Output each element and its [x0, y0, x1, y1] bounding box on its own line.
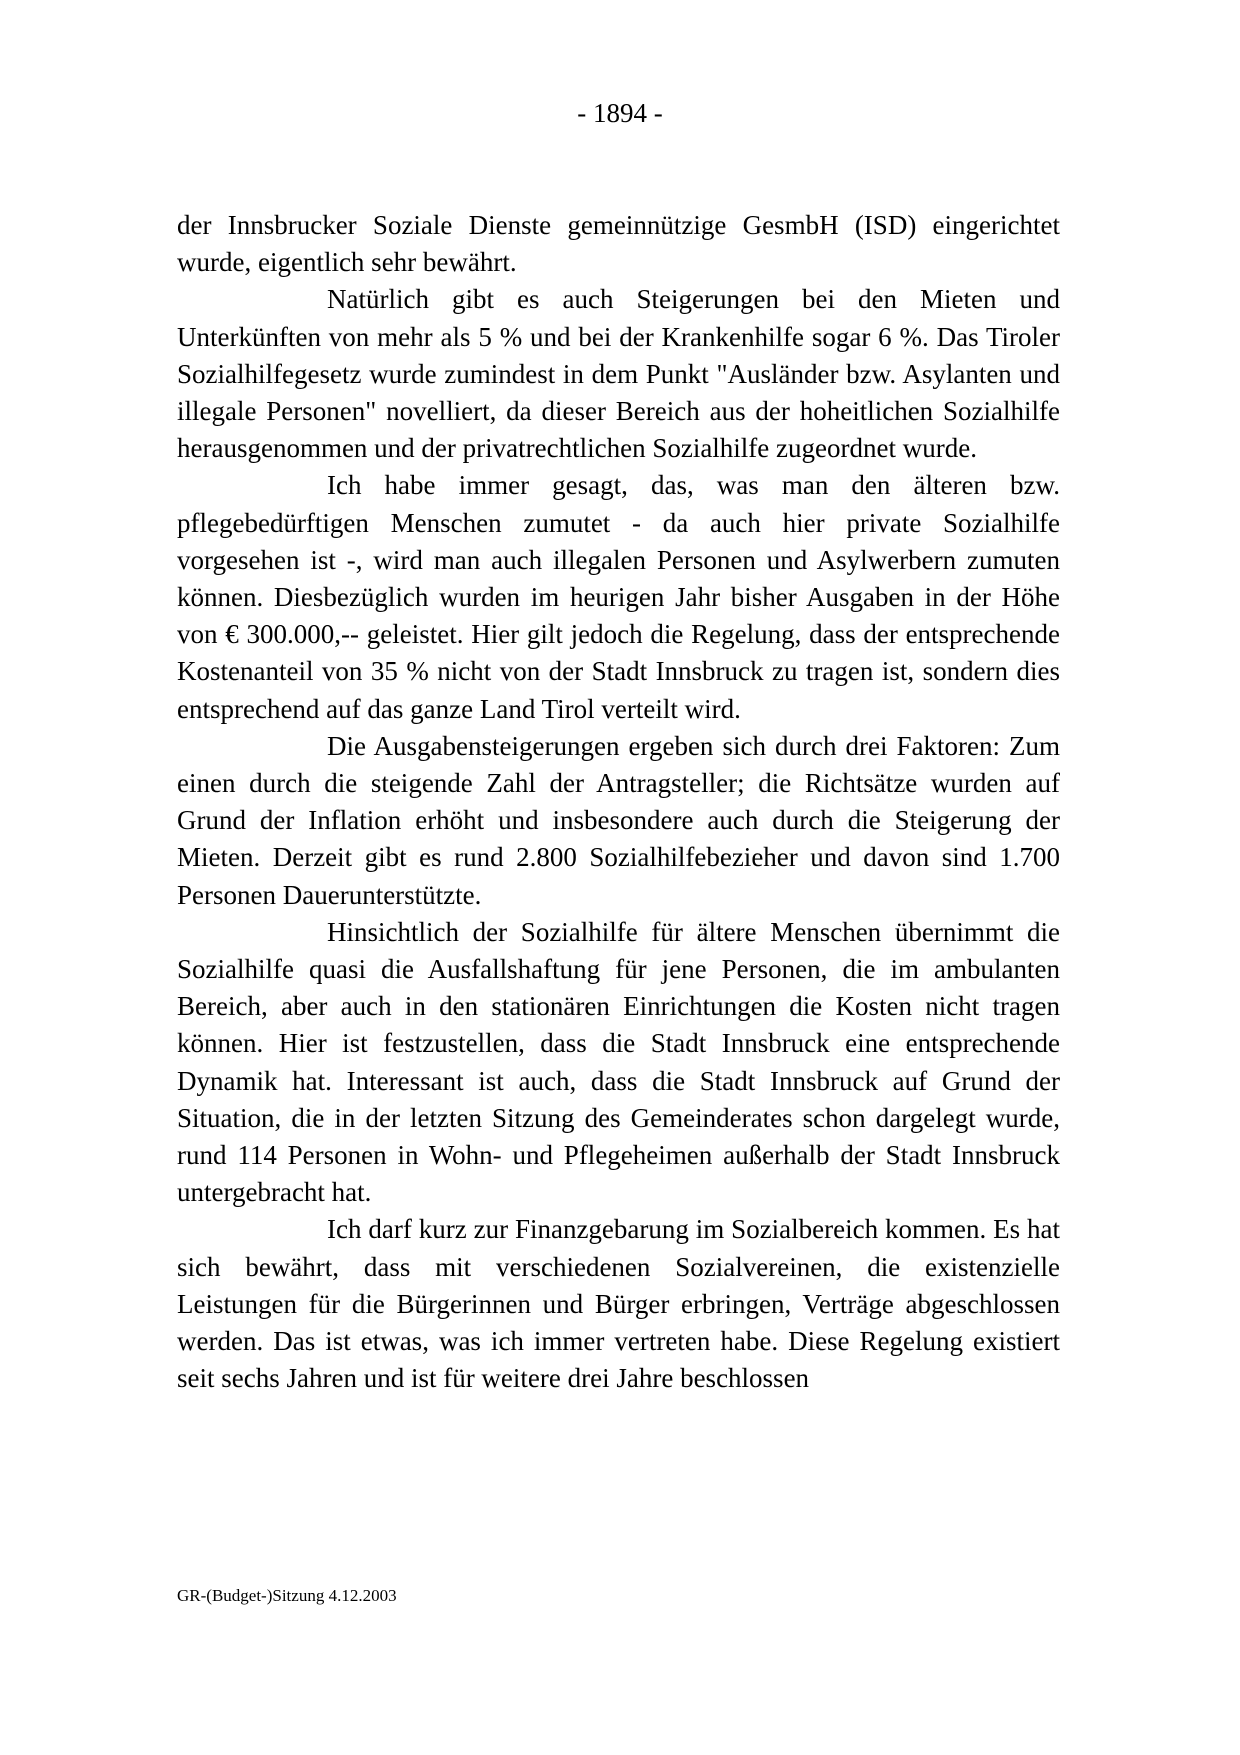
paragraph-private-welfare: Ich habe immer gesagt, das, was man den älteren bzw. pflegebedürftigen Menschen zumutet - da auch hier private Sozialhilfe vorgesehen ist -, wird man auch illegalen Personen und Asylwerbern zumuten können. Diesbezüglich wurden im heurigen Jahr bisher Ausgaben in der Höhe von € 300.000,-- geleistet. Hier gilt jedoch die Regelung, dass der entsprechende Kostenanteil von 35 % nicht von der Stadt Innsbruck zu tragen ist, sondern dies entsprechend auf das ganze Land Tirol verteilt wird.: [177, 470, 1060, 724]
paragraph-expense-factors: Die Ausgabensteigerungen ergeben sich durch drei Faktoren: Zum einen durch die steigende Zahl der Antragsteller; die Richtsätze wurden auf Grund der Inflation erhöht und insbesondere auch durch die Steigerung der Mieten. Derzeit gibt es rund 2.800 Sozialhilfebezieher und davon sind 1.700 Personen Dauerunterstützte.: [177, 730, 1060, 910]
paragraph-continuation: der Innsbrucker Soziale Dienste gemeinnützige GesmbH (ISD) eingerichtet wurde, eigentlich sehr bewährt.: [177, 210, 1060, 278]
paragraph-rent-increases: Natürlich gibt es auch Steigerungen bei den Mieten und Unterkünften von mehr als 5 % und bei der Krankenhilfe sogar 6 %. Das Tiroler Sozialhilfegesetz wurde zumindest in dem Punkt "Ausländer bzw. Asylanten und illegale Personen" novelliert, da dieser Bereich aus der hoheitlichen Sozialhilfe herausgenommen und der privatrechtlichen Sozialhilfe zugeordnet wurde.: [177, 284, 1060, 464]
paragraph-elderly-welfare: Hinsichtlich der Sozialhilfe für ältere Menschen übernimmt die Sozialhilfe quasi die Ausfallshaftung für jene Personen, die im ambulanten Bereich, aber auch in den stationären Einrichtungen die Kosten nicht tragen können. Hier ist festzustellen, dass die Stadt Innsbruck eine entsprechende Dynamik hat. Interessant ist auch, dass die Stadt Innsbruck auf Grund der Situation, die in der letzten Sitzung des Gemeinderates schon dargelegt wurde, rund 114 Personen in Wohn- und Pflegeheimen außerhalb der Stadt Innsbruck untergebracht hat.: [177, 916, 1060, 1208]
page-number: - 1894 -: [577, 98, 663, 128]
page-footer: GR-(Budget-)Sitzung 4.12.2003: [177, 1586, 397, 1605]
document-body: [177, 207, 1060, 1398]
paragraph-finance: Ich darf kurz zur Finanzgebarung im Sozialbereich kommen. Es hat sich bewährt, dass mit verschiedenen Sozialvereinen, die existenzielle Leistungen für die Bürgerinnen und Bürger erbringen, Verträge abgeschlossen werden. Das ist etwas, was ich immer vertreten habe. Diese Regelung existiert seit sechs Jahren und ist für weitere drei Jahre beschlossen: [177, 1214, 1060, 1394]
